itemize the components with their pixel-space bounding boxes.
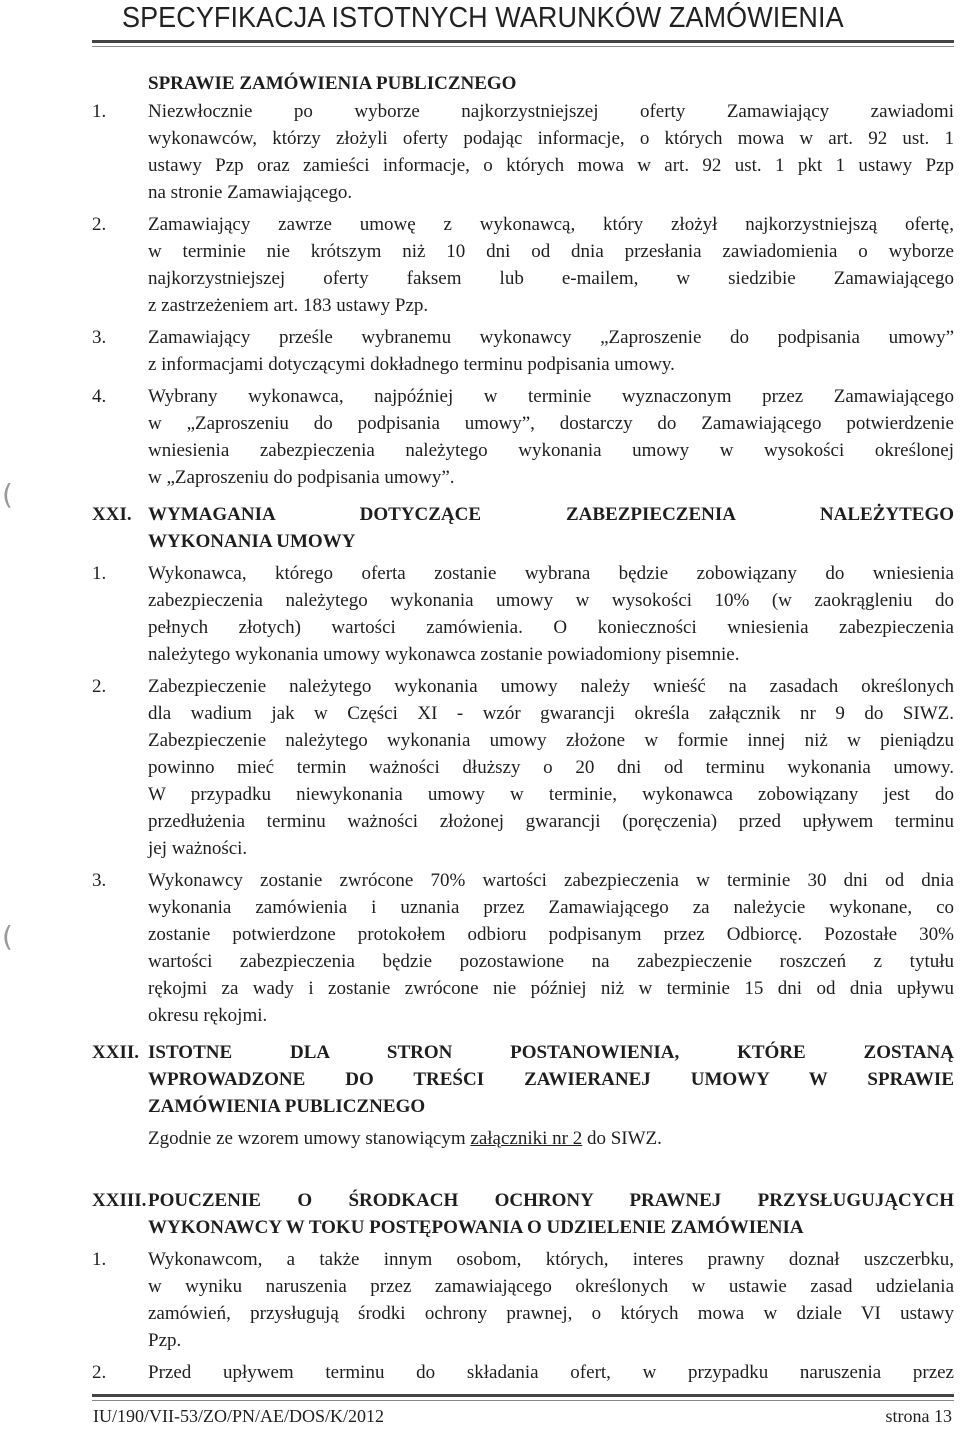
list-item-line: wniesienia zabezpieczenia należytego wykonania umowy w wysokości określonej xyxy=(148,440,954,461)
list-item-line: W przypadku niewykonania umowy w terminie, wykonawca zobowiązany jest do xyxy=(148,784,954,805)
list-item-line: okresu rękojmi. xyxy=(148,1005,268,1026)
section-title: WYKONAWCY W TOKU POSTĘPOWANIA O UDZIELENIE ZAMÓWIENIA xyxy=(148,1217,804,1238)
list-item-line: ustawy Pzp oraz zamieści informacje, o których mowa w art. 92 ust. 1 pkt 1 ustawy Pzp xyxy=(148,155,954,176)
header-rule-thin xyxy=(92,46,954,47)
list-number: 4. xyxy=(92,386,107,407)
list-item-line: z zastrzeżeniem art. 183 ustawy Pzp. xyxy=(148,295,429,316)
list-item-line: Wykonawcy zostanie zwrócone 70% wartości zabezpieczenia w terminie 30 dni od dnia xyxy=(148,870,954,891)
list-item-line: w „Zaproszeniu do podpisania umowy”, dostarczy do Zamawiającego potwierdzenie xyxy=(148,413,954,434)
list-item-line: Pzp. xyxy=(148,1330,182,1351)
section-title: WYMAGANIA DOTYCZĄCE ZABEZPIECZENIA NALEŻYTEGO xyxy=(148,504,954,525)
list-item-line: na stronie Zamawiającego. xyxy=(148,182,353,203)
list-item-line: Wybrany wykonawca, najpóźniej w terminie wyznaczonym przez Zamawiającego xyxy=(148,386,954,407)
footer-rule-thin xyxy=(92,1400,954,1401)
list-item-line: powinno mieć termin ważności dłuższy o 20 dni od terminu wykonania umowy. xyxy=(148,757,954,778)
list-item-line: w „Zaproszeniu do podpisania umowy”. xyxy=(148,467,455,488)
list-item-line: w wyniku naruszenia przez zamawiającego określonych w ustawie zasad udzielania xyxy=(148,1276,954,1297)
page-header-title: SPECYFIKACJA ISTOTNYCH WARUNKÓW ZAMÓWIENIA xyxy=(122,2,844,34)
scan-artifact: ( xyxy=(2,920,13,953)
list-item-line: rękojmi za wady i zostanie zwrócone nie później niż w terminie 15 dni od dnia upływu xyxy=(148,978,954,999)
list-item-line: Zamawiający prześle wybranemu wykonawcy „Zaproszenie do podpisania umowy” xyxy=(148,327,954,348)
body-text: do SIWZ. xyxy=(582,1128,662,1149)
list-number: 2. xyxy=(92,676,107,697)
list-item-line: jej ważności. xyxy=(148,838,248,859)
section-heading-continuation: SPRAWIE ZAMÓWIENIA PUBLICZNEGO xyxy=(148,73,517,94)
list-item-line: wykonania zamówienia i uznania przez Zamawiającego za należycie wykonane, co xyxy=(148,897,954,918)
list-item-line: Zabezpieczenie należytego wykonania umowy należy wnieść na zasadach określonych xyxy=(148,676,954,697)
section-number: XXII. xyxy=(92,1042,139,1063)
body-text: Zgodnie ze wzorem umowy stanowiącym xyxy=(148,1128,471,1149)
list-number: 3. xyxy=(92,327,107,348)
list-item-line: najkorzystniejszej oferty faksem lub e-mailem, w siedzibie Zamawiającego xyxy=(148,268,954,289)
list-item-line: z informacjami dotyczącymi dokładnego terminu podpisania umowy. xyxy=(148,354,675,375)
section-title: ZAMÓWIENIA PUBLICZNEGO xyxy=(148,1096,426,1117)
list-item-line: Wykonawcom, a także innym osobom, których, interes prawny doznał uszczerbku, xyxy=(148,1249,954,1270)
scan-artifact: ( xyxy=(2,478,13,511)
section-title: WYKONANIA UMOWY xyxy=(148,531,356,552)
section-number: XXIII. xyxy=(92,1190,147,1211)
page-number: strona 13 xyxy=(885,1406,952,1426)
list-item-line: zamówień, przysługują środki ochrony prawnej, o których mowa w dziale VI ustawy xyxy=(148,1303,954,1324)
list-number: 2. xyxy=(92,1362,107,1383)
header-rule xyxy=(92,40,954,43)
list-item-line: wykonawców, którzy złożyli oferty podając informacje, o których mowa w art. 92 ust. 1 xyxy=(148,128,954,149)
list-item-line: w terminie nie krótszym niż 10 dni od dnia przesłania zawiadomienia o wyborze xyxy=(148,241,954,262)
list-item-line: zostanie potwierdzone protokołem odbioru podpisanym przez Odbiorcę. Pozostałe 30% xyxy=(148,924,954,945)
list-item-line: pełnych złotych) wartości zamówienia. O konieczności wniesienia zabezpieczenia xyxy=(148,617,954,638)
list-item-line: zabezpieczenia należytego wykonania umowy w wysokości 10% (w zaokrągleniu do xyxy=(148,590,954,611)
section-number: XXI. xyxy=(92,504,132,525)
footer-rule xyxy=(92,1394,954,1397)
list-number: 1. xyxy=(92,563,107,584)
list-item-line: należytego wykonania umowy wykonawca zostanie powiadomiony pisemnie. xyxy=(148,644,740,665)
list-item-line: Zamawiający zawrze umowę z wykonawcą, który złożył najkorzystniejszą ofertę, xyxy=(148,214,954,235)
list-item-line: Niezwłocznie po wyborze najkorzystniejszej oferty Zamawiający zawiadomi xyxy=(148,101,954,122)
document-reference-number: IU/190/VII-53/ZO/PN/AE/DOS/K/2012 xyxy=(93,1406,384,1426)
section-title: WPROWADZONE DO TREŚCI ZAWIERANEJ UMOWY W SPRAWIE xyxy=(148,1069,954,1090)
list-number: 2. xyxy=(92,214,107,235)
section-title: POUCZENIE O ŚRODKACH OCHRONY PRAWNEJ PRZYSŁUGUJĄCYCH xyxy=(148,1190,954,1211)
section-title: ISTOTNE DLA STRON POSTANOWIENIA, KTÓRE ZOSTANĄ xyxy=(148,1042,954,1063)
list-item-line: przedłużenia terminu ważności złożonej gwarancji (poręczenia) przed upływem terminu xyxy=(148,811,954,832)
attachment-reference: załączniki nr 2 xyxy=(470,1128,583,1149)
list-item-line: Zabezpieczenie należytego wykonania umowy złożone w formie innej niż w pieniądzu xyxy=(148,730,954,751)
section-body xyxy=(148,1125,954,1152)
list-number: 1. xyxy=(92,1249,107,1270)
list-item-line: wartości zabezpieczenia będzie pozostawione na zabezpieczenie roszczeń z tytułu xyxy=(148,951,954,972)
list-number: 1. xyxy=(92,101,107,122)
list-number: 3. xyxy=(92,870,107,891)
list-item-line: dla wadium jak w Części XI - wzór gwarancji określa załącznik nr 9 do SIWZ. xyxy=(148,703,954,724)
list-item-line: Przed upływem terminu do składania ofert, w przypadku naruszenia przez xyxy=(148,1362,954,1383)
list-item-line: Wykonawca, którego oferta zostanie wybrana będzie zobowiązany do wniesienia xyxy=(148,563,954,584)
